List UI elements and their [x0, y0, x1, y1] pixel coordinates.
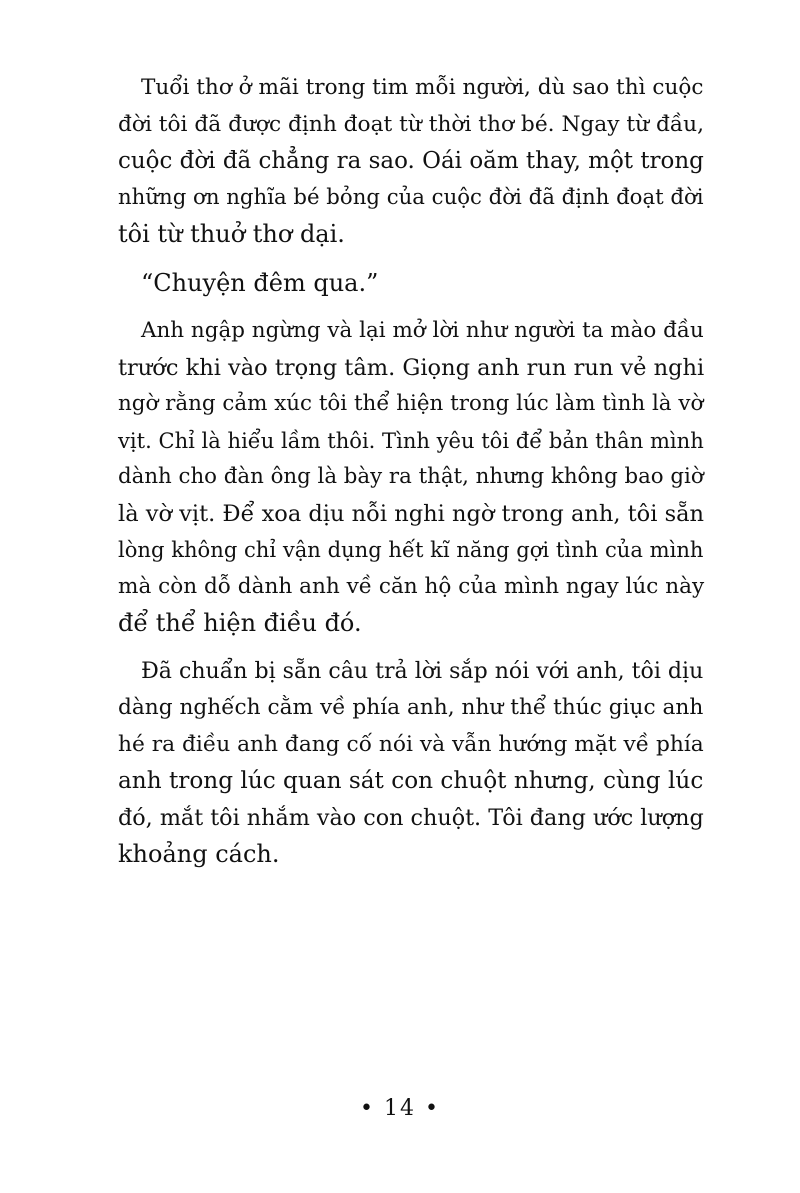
text-line: mà còn dỗ dành anh về căn hộ của mình ngay lúc này [118, 573, 705, 599]
text-line: đó, mắt tôi nhắm vào con chuột. Tôi đang ước lượng [118, 804, 704, 831]
text-line: vịt. Chỉ là hiểu lầm thôi. Tình yêu tôi để bản thân mình [118, 427, 704, 453]
text-line: Tuổi thơ ở mãi trong tim mỗi người, dù sao thì cuộc [141, 75, 704, 100]
paragraph-2 [118, 265, 704, 302]
text-line: cuộc đời đã chẳng ra sao. Oái oăm thay, một trong [118, 148, 704, 174]
text-line: hé ra điều anh đang cố nói và vẫn hướng mặt về phía [118, 731, 704, 757]
text-line: những ơn nghĩa bé bỏng của cuộc đời đã định đoạt đời [118, 184, 704, 210]
text-line: trước khi vào trọng tâm. Giọng anh run run vẻ nghi [118, 354, 705, 381]
text-line: tôi từ thuở thơ dại. [118, 220, 345, 248]
body-text [118, 70, 704, 873]
text-line: để thể hiện điều đó. [118, 609, 362, 637]
text-line: là vờ vịt. Để xoa dịu nỗi nghi ngờ trong anh, tôi sẵn [118, 500, 705, 527]
text-line: ngờ rằng cảm xúc tôi thể hiện trong lúc làm tình là vờ [118, 391, 704, 416]
text-line: đời tôi đã được định đoạt từ thời thơ bé. Ngay từ đầu, [118, 111, 704, 137]
text-line: Đã chuẩn bị sẵn câu trả lời sắp nói với anh, tôi dịu [141, 658, 704, 684]
paragraph-3 [118, 313, 704, 642]
text-line: lòng không chỉ vận dụng hết kĩ năng gợi tình của mình [118, 537, 704, 562]
text-line: khoảng cách. [118, 840, 280, 868]
text-line: “Chuyện đêm qua.” [141, 268, 379, 297]
page-number: • 14 • [360, 1096, 440, 1121]
text-line: anh trong lúc quan sát con chuột nhưng, cùng lúc [118, 768, 704, 794]
text-line: Anh ngập ngừng và lại mở lời như người ta mào đầu [141, 318, 704, 343]
paragraph-1 [118, 70, 704, 253]
text-line: dành cho đàn ông là bày ra thật, nhưng không bao giờ [118, 464, 704, 489]
text-line: dàng nghếch cằm về phía anh, như thể thúc giục anh [118, 695, 704, 720]
paragraph-4 [118, 654, 704, 873]
